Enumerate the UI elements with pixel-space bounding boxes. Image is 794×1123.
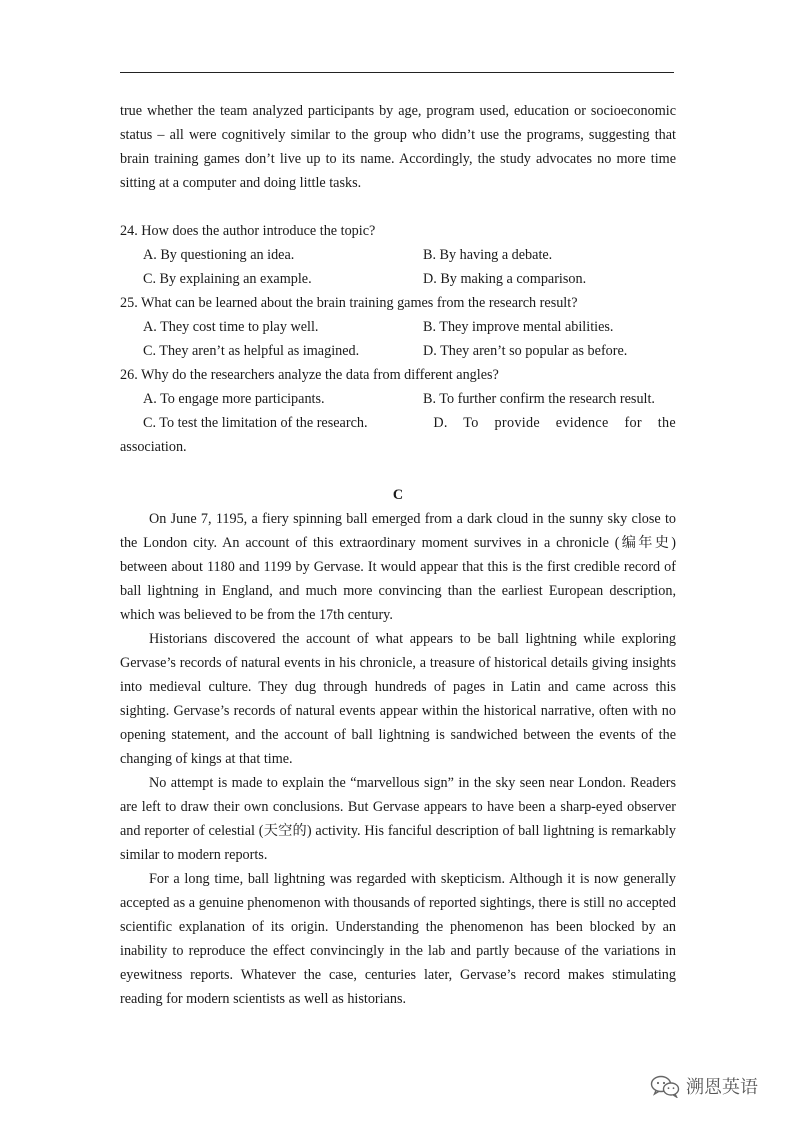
passage-c-paragraph-4: For a long time, ball lightning was regarded with skepticism. Although it is now generally accepted as a genuine phenomenon with thousands of reported sightings, there is still no accepted scientific explanation of its origin. Understanding the phenomenon has been blocked by an inability to reproduce the effect convincingly in the lab and partly because of the variations in eyewitness reports. Whatever the case, centuries later, Gervase’s record makes stimulating reading for modern scientists as well as historians. xyxy=(120,871,676,1007)
question-stem: 25. What can be learned about the brain training games from the research result? xyxy=(120,295,578,311)
question-options-last-row xyxy=(120,411,676,435)
question-stem: 24. How does the author introduce the topic? xyxy=(120,223,376,239)
spacer xyxy=(120,195,676,219)
question-options xyxy=(120,243,676,291)
question-26 xyxy=(120,363,676,459)
option-d: D. By making a comparison. xyxy=(423,271,587,287)
watermark xyxy=(650,1073,758,1099)
option-d: D. They aren’t so popular as before. xyxy=(423,343,628,359)
option-a: A. To engage more participants. xyxy=(143,391,325,407)
question-options xyxy=(120,315,676,363)
option-d-continuation: association. xyxy=(120,439,187,455)
question-stem: 26. Why do the researchers analyze the data from different angles? xyxy=(120,367,499,383)
option-c: C. They aren’t as helpful as imagined. xyxy=(143,343,360,359)
option-d: D. To provide evidence for the xyxy=(433,415,676,431)
question-options xyxy=(120,387,676,411)
question-25 xyxy=(120,291,676,363)
option-b: B. By having a debate. xyxy=(423,247,553,263)
option-b: B. They improve mental abilities. xyxy=(423,319,614,335)
passage-c-paragraph-1: On June 7, 1195, a fiery spinning ball emerged from a dark cloud in the sunny sky close to the London city. An account of this extraordinary moment survives in a chronicle (编年史) between about 1180 and 1199 by Gervase. It would appear that this is the first credible record of ball lightning in England, and much more convincing than the earliest European description, which was believed to be from the 17th century. xyxy=(120,511,676,623)
wechat-logo-icon xyxy=(650,1074,680,1098)
passage-c-paragraph-3: No attempt is made to explain the “marvellous sign” in the sky seen near London. Readers are left to draw their own conclusions. But Gervase appears to have been a sharp-eyed observer and reporter of celestial (天空的) activity. His fanciful description of ball lightning is remarkably similar to modern reports. xyxy=(120,775,676,863)
page-content xyxy=(120,99,676,1011)
passage-c-paragraph-2: Historians discovered the account of what appears to be ball lightning while exploring Gervase’s records of natural events in his chronicle, a treasure of historical details giving insights into medieval culture. They dug through hundreds of pages in Latin and came across this sighting. Gervase’s records of natural events appear within the historical narrative, often with no opening statement, and the account of ball lightning is sandwiched between the events of the changing of kings at that time. xyxy=(120,631,676,767)
passage-b-continuation: true whether the team analyzed participants by age, program used, education or socioeconomic status – all were cognitively similar to the group who didn’t use the programs, suggesting that brain training games don’t live up to its name. Accordingly, the study advocates no more time sitting at a computer and doing little tasks. xyxy=(120,103,676,191)
option-c: C. By explaining an example. xyxy=(143,271,312,287)
watermark-text: 溯恩英语 xyxy=(686,1077,758,1098)
spacer xyxy=(120,459,676,483)
header-rule xyxy=(120,72,674,73)
option-b: B. To further confirm the research result. xyxy=(423,391,655,407)
question-24 xyxy=(120,219,676,291)
option-a: A. By questioning an idea. xyxy=(143,247,295,263)
section-title: C xyxy=(392,487,404,503)
option-a: A. They cost time to play well. xyxy=(143,319,319,335)
option-c: C. To test the limitation of the research. xyxy=(143,415,368,431)
